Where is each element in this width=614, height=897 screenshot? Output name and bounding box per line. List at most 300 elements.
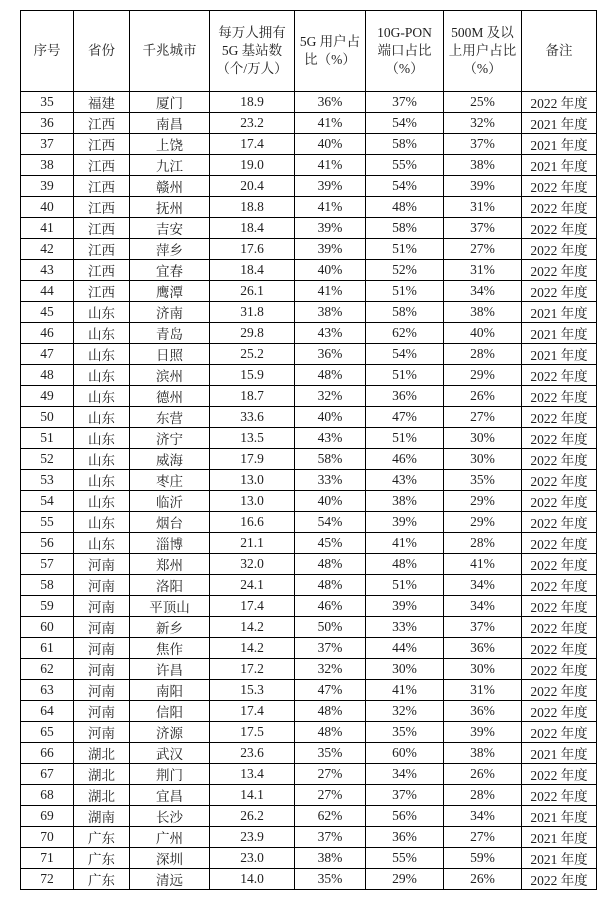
cell-index: 68 (21, 785, 74, 806)
cell-m500: 35% (444, 470, 522, 491)
cell-stations: 17.4 (210, 134, 295, 155)
cell-m500: 36% (444, 638, 522, 659)
cell-city: 深圳 (130, 848, 210, 869)
cell-pon: 58% (366, 134, 444, 155)
cell-user5g: 27% (295, 764, 366, 785)
cell-remark: 2022 年度 (522, 575, 597, 596)
cell-index: 60 (21, 617, 74, 638)
cell-province: 河南 (74, 701, 130, 722)
table-row (21, 281, 597, 302)
table-row (21, 806, 597, 827)
cell-city: 威海 (130, 449, 210, 470)
cell-city: 洛阳 (130, 575, 210, 596)
cell-province: 山东 (74, 491, 130, 512)
cell-remark: 2021 年度 (522, 806, 597, 827)
cell-remark: 2021 年度 (522, 134, 597, 155)
cell-m500: 39% (444, 176, 522, 197)
table-row (21, 134, 597, 155)
cell-remark: 2022 年度 (522, 512, 597, 533)
cell-city: 南阳 (130, 680, 210, 701)
cell-city: 滨州 (130, 365, 210, 386)
table-row (21, 92, 597, 113)
cell-index: 69 (21, 806, 74, 827)
cell-province: 湖南 (74, 806, 130, 827)
cell-province: 江西 (74, 239, 130, 260)
cell-user5g: 48% (295, 722, 366, 743)
cell-pon: 60% (366, 743, 444, 764)
cell-index: 41 (21, 218, 74, 239)
cell-user5g: 35% (295, 869, 366, 890)
cell-stations: 17.4 (210, 596, 295, 617)
cell-user5g: 38% (295, 848, 366, 869)
cell-pon: 51% (366, 428, 444, 449)
cell-city: 济宁 (130, 428, 210, 449)
cell-stations: 32.0 (210, 554, 295, 575)
cell-pon: 32% (366, 701, 444, 722)
cell-province: 山东 (74, 407, 130, 428)
cell-index: 48 (21, 365, 74, 386)
cell-province: 山东 (74, 449, 130, 470)
cell-pon: 51% (366, 575, 444, 596)
table-row (21, 722, 597, 743)
cell-m500: 29% (444, 512, 522, 533)
table-row (21, 155, 597, 176)
cell-remark: 2022 年度 (522, 428, 597, 449)
cell-user5g: 36% (295, 92, 366, 113)
cell-city: 枣庄 (130, 470, 210, 491)
cell-stations: 13.5 (210, 428, 295, 449)
cell-stations: 20.4 (210, 176, 295, 197)
cell-m500: 30% (444, 449, 522, 470)
cell-pon: 47% (366, 407, 444, 428)
cell-user5g: 39% (295, 218, 366, 239)
cell-m500: 29% (444, 491, 522, 512)
cell-m500: 37% (444, 218, 522, 239)
column-header-pon: 10G-PON 端口占比（%） (366, 11, 444, 92)
cell-pon: 54% (366, 344, 444, 365)
cell-stations: 25.2 (210, 344, 295, 365)
cell-remark: 2021 年度 (522, 848, 597, 869)
table-row (21, 533, 597, 554)
cell-index: 67 (21, 764, 74, 785)
cell-stations: 21.1 (210, 533, 295, 554)
cell-remark: 2022 年度 (522, 701, 597, 722)
cell-index: 55 (21, 512, 74, 533)
cell-province: 河南 (74, 722, 130, 743)
table-row (21, 176, 597, 197)
cell-user5g: 35% (295, 743, 366, 764)
cell-m500: 41% (444, 554, 522, 575)
table-row (21, 407, 597, 428)
cell-province: 山东 (74, 428, 130, 449)
table-row (21, 470, 597, 491)
cell-stations: 14.2 (210, 638, 295, 659)
cell-city: 抚州 (130, 197, 210, 218)
table-row (21, 701, 597, 722)
column-header-user5g: 5G 用户占比（%） (295, 11, 366, 92)
cell-m500: 30% (444, 659, 522, 680)
cell-index: 49 (21, 386, 74, 407)
cell-pon: 48% (366, 197, 444, 218)
cell-province: 山东 (74, 323, 130, 344)
cell-remark: 2021 年度 (522, 827, 597, 848)
table-row (21, 323, 597, 344)
cell-m500: 28% (444, 785, 522, 806)
cell-city: 长沙 (130, 806, 210, 827)
cell-city: 清远 (130, 869, 210, 890)
cell-user5g: 40% (295, 491, 366, 512)
cell-stations: 18.4 (210, 218, 295, 239)
cell-pon: 37% (366, 785, 444, 806)
cell-remark: 2021 年度 (522, 344, 597, 365)
cell-m500: 27% (444, 239, 522, 260)
cell-pon: 37% (366, 92, 444, 113)
cell-user5g: 48% (295, 365, 366, 386)
cell-province: 河南 (74, 680, 130, 701)
cell-stations: 31.8 (210, 302, 295, 323)
cell-user5g: 40% (295, 260, 366, 281)
table-row (21, 491, 597, 512)
cell-index: 52 (21, 449, 74, 470)
cell-pon: 54% (366, 176, 444, 197)
cell-province: 广东 (74, 869, 130, 890)
table-row (21, 785, 597, 806)
cell-pon: 54% (366, 113, 444, 134)
cell-pon: 55% (366, 848, 444, 869)
cell-user5g: 48% (295, 701, 366, 722)
cell-stations: 13.0 (210, 470, 295, 491)
cell-m500: 26% (444, 764, 522, 785)
cell-city: 九江 (130, 155, 210, 176)
cell-province: 湖北 (74, 764, 130, 785)
cell-remark: 2021 年度 (522, 323, 597, 344)
column-header-province: 省份 (74, 11, 130, 92)
cell-city: 鹰潭 (130, 281, 210, 302)
cell-city: 焦作 (130, 638, 210, 659)
cell-m500: 25% (444, 92, 522, 113)
column-header-m500: 500M 及以上用户占比（%） (444, 11, 522, 92)
cell-index: 36 (21, 113, 74, 134)
cell-remark: 2022 年度 (522, 365, 597, 386)
table-row (21, 512, 597, 533)
gigabit-cities-table (20, 10, 597, 890)
cell-m500: 38% (444, 155, 522, 176)
cell-city: 吉安 (130, 218, 210, 239)
cell-index: 37 (21, 134, 74, 155)
cell-index: 66 (21, 743, 74, 764)
cell-m500: 38% (444, 743, 522, 764)
cell-remark: 2022 年度 (522, 491, 597, 512)
cell-stations: 19.0 (210, 155, 295, 176)
cell-remark: 2021 年度 (522, 743, 597, 764)
cell-province: 广东 (74, 827, 130, 848)
cell-index: 51 (21, 428, 74, 449)
cell-pon: 36% (366, 386, 444, 407)
cell-city: 广州 (130, 827, 210, 848)
cell-remark: 2022 年度 (522, 659, 597, 680)
cell-remark: 2022 年度 (522, 617, 597, 638)
cell-index: 45 (21, 302, 74, 323)
cell-index: 50 (21, 407, 74, 428)
cell-city: 淄博 (130, 533, 210, 554)
cell-remark: 2022 年度 (522, 92, 597, 113)
cell-user5g: 39% (295, 176, 366, 197)
cell-user5g: 33% (295, 470, 366, 491)
cell-stations: 18.9 (210, 92, 295, 113)
column-header-city: 千兆城市 (130, 11, 210, 92)
cell-m500: 28% (444, 344, 522, 365)
cell-province: 河南 (74, 554, 130, 575)
cell-index: 47 (21, 344, 74, 365)
table-row (21, 638, 597, 659)
cell-pon: 58% (366, 218, 444, 239)
cell-stations: 33.6 (210, 407, 295, 428)
cell-user5g: 43% (295, 323, 366, 344)
cell-stations: 14.1 (210, 785, 295, 806)
cell-stations: 17.6 (210, 239, 295, 260)
cell-m500: 26% (444, 869, 522, 890)
cell-stations: 18.7 (210, 386, 295, 407)
cell-remark: 2022 年度 (522, 533, 597, 554)
cell-city: 新乡 (130, 617, 210, 638)
cell-user5g: 38% (295, 302, 366, 323)
cell-city: 平顶山 (130, 596, 210, 617)
cell-m500: 26% (444, 386, 522, 407)
cell-pon: 36% (366, 827, 444, 848)
table-row (21, 428, 597, 449)
cell-province: 山东 (74, 365, 130, 386)
table-row (21, 197, 597, 218)
table-row (21, 344, 597, 365)
cell-user5g: 37% (295, 638, 366, 659)
cell-stations: 23.9 (210, 827, 295, 848)
cell-remark: 2022 年度 (522, 281, 597, 302)
cell-province: 江西 (74, 176, 130, 197)
cell-m500: 34% (444, 281, 522, 302)
cell-user5g: 40% (295, 407, 366, 428)
cell-city: 济南 (130, 302, 210, 323)
cell-user5g: 37% (295, 827, 366, 848)
table-row (21, 365, 597, 386)
table-row (21, 617, 597, 638)
cell-remark: 2022 年度 (522, 869, 597, 890)
cell-province: 河南 (74, 575, 130, 596)
header-row (21, 11, 597, 92)
cell-m500: 27% (444, 827, 522, 848)
cell-pon: 30% (366, 659, 444, 680)
cell-pon: 41% (366, 533, 444, 554)
cell-pon: 38% (366, 491, 444, 512)
cell-province: 江西 (74, 281, 130, 302)
cell-stations: 23.0 (210, 848, 295, 869)
cell-user5g: 50% (295, 617, 366, 638)
cell-remark: 2021 年度 (522, 302, 597, 323)
cell-city: 萍乡 (130, 239, 210, 260)
cell-index: 57 (21, 554, 74, 575)
cell-index: 42 (21, 239, 74, 260)
cell-city: 荆门 (130, 764, 210, 785)
cell-m500: 34% (444, 596, 522, 617)
cell-user5g: 43% (295, 428, 366, 449)
cell-province: 河南 (74, 659, 130, 680)
cell-province: 山东 (74, 344, 130, 365)
cell-user5g: 48% (295, 575, 366, 596)
cell-m500: 30% (444, 428, 522, 449)
cell-pon: 51% (366, 239, 444, 260)
table-row (21, 869, 597, 890)
cell-pon: 39% (366, 512, 444, 533)
cell-city: 日照 (130, 344, 210, 365)
cell-province: 山东 (74, 512, 130, 533)
cell-index: 39 (21, 176, 74, 197)
cell-user5g: 58% (295, 449, 366, 470)
cell-stations: 18.8 (210, 197, 295, 218)
cell-province: 广东 (74, 848, 130, 869)
cell-stations: 13.0 (210, 491, 295, 512)
cell-province: 江西 (74, 260, 130, 281)
cell-city: 宜春 (130, 260, 210, 281)
table-row (21, 827, 597, 848)
cell-user5g: 27% (295, 785, 366, 806)
column-header-remark: 备注 (522, 11, 597, 92)
cell-user5g: 32% (295, 386, 366, 407)
cell-pon: 62% (366, 323, 444, 344)
cell-city: 许昌 (130, 659, 210, 680)
cell-remark: 2022 年度 (522, 764, 597, 785)
cell-user5g: 47% (295, 680, 366, 701)
cell-province: 山东 (74, 302, 130, 323)
cell-m500: 37% (444, 617, 522, 638)
cell-index: 62 (21, 659, 74, 680)
cell-stations: 14.2 (210, 617, 295, 638)
cell-index: 71 (21, 848, 74, 869)
table-body (21, 92, 597, 890)
cell-pon: 35% (366, 722, 444, 743)
cell-province: 湖北 (74, 785, 130, 806)
table-row (21, 575, 597, 596)
cell-remark: 2021 年度 (522, 113, 597, 134)
cell-stations: 26.1 (210, 281, 295, 302)
cell-index: 54 (21, 491, 74, 512)
cell-index: 72 (21, 869, 74, 890)
cell-province: 山东 (74, 470, 130, 491)
cell-pon: 46% (366, 449, 444, 470)
cell-m500: 40% (444, 323, 522, 344)
table-row (21, 386, 597, 407)
cell-stations: 14.0 (210, 869, 295, 890)
cell-m500: 34% (444, 575, 522, 596)
cell-remark: 2022 年度 (522, 386, 597, 407)
cell-pon: 29% (366, 869, 444, 890)
cell-remark: 2022 年度 (522, 680, 597, 701)
cell-city: 济源 (130, 722, 210, 743)
cell-stations: 15.9 (210, 365, 295, 386)
cell-remark: 2022 年度 (522, 554, 597, 575)
cell-city: 厦门 (130, 92, 210, 113)
cell-city: 郑州 (130, 554, 210, 575)
cell-province: 河南 (74, 638, 130, 659)
table-row (21, 239, 597, 260)
cell-index: 65 (21, 722, 74, 743)
cell-city: 烟台 (130, 512, 210, 533)
cell-remark: 2022 年度 (522, 218, 597, 239)
cell-city: 临沂 (130, 491, 210, 512)
table-row (21, 596, 597, 617)
cell-m500: 29% (444, 365, 522, 386)
cell-pon: 33% (366, 617, 444, 638)
cell-province: 湖北 (74, 743, 130, 764)
cell-user5g: 48% (295, 554, 366, 575)
table-row (21, 848, 597, 869)
table-row (21, 302, 597, 323)
cell-index: 61 (21, 638, 74, 659)
cell-pon: 34% (366, 764, 444, 785)
cell-city: 南昌 (130, 113, 210, 134)
cell-stations: 18.4 (210, 260, 295, 281)
table-row (21, 659, 597, 680)
cell-m500: 59% (444, 848, 522, 869)
cell-user5g: 41% (295, 155, 366, 176)
cell-index: 44 (21, 281, 74, 302)
cell-province: 江西 (74, 197, 130, 218)
cell-remark: 2022 年度 (522, 407, 597, 428)
cell-province: 河南 (74, 596, 130, 617)
cell-m500: 31% (444, 197, 522, 218)
cell-province: 河南 (74, 617, 130, 638)
cell-index: 35 (21, 92, 74, 113)
cell-pon: 44% (366, 638, 444, 659)
table-row (21, 449, 597, 470)
cell-m500: 39% (444, 722, 522, 743)
cell-city: 赣州 (130, 176, 210, 197)
cell-stations: 29.8 (210, 323, 295, 344)
cell-city: 东营 (130, 407, 210, 428)
cell-user5g: 41% (295, 197, 366, 218)
cell-stations: 17.2 (210, 659, 295, 680)
column-header-stations: 每万人拥有 5G 基站数（个/万人） (210, 11, 295, 92)
cell-index: 63 (21, 680, 74, 701)
cell-pon: 52% (366, 260, 444, 281)
cell-m500: 36% (444, 701, 522, 722)
cell-m500: 31% (444, 260, 522, 281)
column-header-index: 序号 (21, 11, 74, 92)
cell-stations: 17.9 (210, 449, 295, 470)
cell-index: 53 (21, 470, 74, 491)
cell-remark: 2022 年度 (522, 449, 597, 470)
cell-city: 德州 (130, 386, 210, 407)
cell-index: 58 (21, 575, 74, 596)
table-row (21, 680, 597, 701)
cell-stations: 17.5 (210, 722, 295, 743)
cell-user5g: 40% (295, 134, 366, 155)
cell-province: 江西 (74, 134, 130, 155)
cell-remark: 2022 年度 (522, 722, 597, 743)
cell-stations: 24.1 (210, 575, 295, 596)
cell-m500: 28% (444, 533, 522, 554)
cell-city: 宜昌 (130, 785, 210, 806)
cell-user5g: 41% (295, 281, 366, 302)
cell-pon: 58% (366, 302, 444, 323)
cell-index: 59 (21, 596, 74, 617)
cell-city: 青岛 (130, 323, 210, 344)
cell-remark: 2022 年度 (522, 596, 597, 617)
cell-city: 武汉 (130, 743, 210, 764)
cell-stations: 23.2 (210, 113, 295, 134)
cell-index: 40 (21, 197, 74, 218)
cell-province: 江西 (74, 155, 130, 176)
cell-pon: 39% (366, 596, 444, 617)
cell-index: 43 (21, 260, 74, 281)
